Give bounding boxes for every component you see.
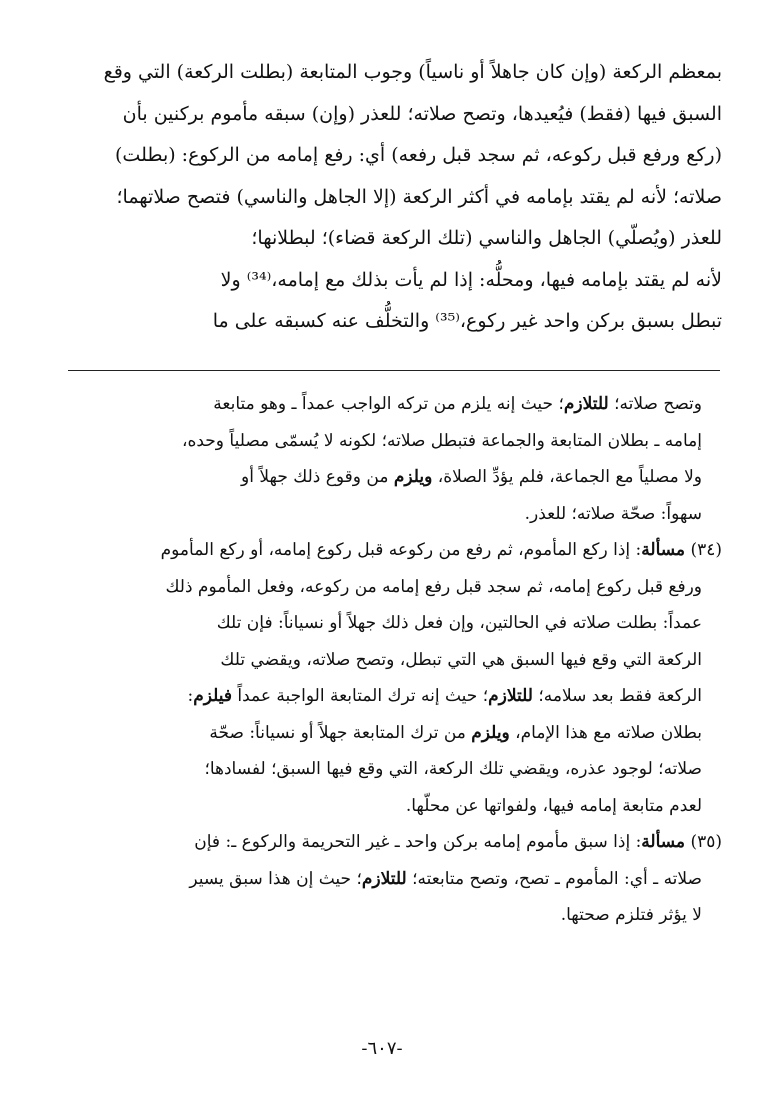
footnote-keyword: ويلزم xyxy=(393,467,433,487)
footnote-line xyxy=(70,532,722,569)
footnote-text: عمداً: بطلت صلاته في الحالتين، وإن فعل ذلك جهلاً أو نسياناً: فإن تلك xyxy=(216,613,702,633)
footnote-line xyxy=(70,459,722,496)
footnote-35 xyxy=(70,824,722,934)
main-text-line: (ركع ورفع قبل ركوعه، ثم سجد قبل رفعه) أي: رفع إمامه من الركوع: (بطلت) xyxy=(115,144,722,166)
footnote-line xyxy=(70,788,722,825)
footnote-line xyxy=(70,605,722,642)
footnote-line xyxy=(70,678,722,715)
page-number: -٦٠٧- xyxy=(361,1038,403,1059)
footnote-text: سهواً: صحّة صلاته؛ للعذر. xyxy=(524,503,702,524)
footnote-text: ؛ حيث إنه ترك المتابعة الواجبة عمداً xyxy=(232,686,489,706)
footnote-text: لا يؤثر فتلزم صحتها. xyxy=(560,905,702,925)
footnote-text: صلاته؛ لوجود عذره، ويقضي تلك الركعة، التي وقع فيها السبق؛ لفسادها؛ xyxy=(204,759,702,779)
footnote-keyword: للتلازم xyxy=(361,868,407,889)
footnote-text: وتصح صلاته؛ xyxy=(608,394,702,414)
footnote-line xyxy=(70,715,722,752)
footnote-keyword: مسألة xyxy=(641,832,686,852)
footnote-text: لعدم متابعة إمامه فيها، ولفواتها عن محلّها. xyxy=(405,795,702,816)
footnote-line xyxy=(70,861,722,898)
footnote-line xyxy=(70,386,722,423)
footnote-text: : إذا ركع المأموم، ثم رفع من ركوعه قبل ركوع إمامه، أو ركع المأموم xyxy=(160,540,642,560)
footnote-34 xyxy=(70,532,722,824)
footnote-text: ؛ حيث إنه يلزم من تركه الواجب عمداً ـ وهو متابعة xyxy=(213,394,564,414)
footnote-text: الركعة التي وقع فيها السبق هي التي تبطل، وتصح صلاته، ويقضي تلك xyxy=(220,649,702,670)
footnote-keyword: للتلازم xyxy=(563,394,609,414)
footnote-text: الركعة فقط بعد سلامه؛ xyxy=(532,686,702,706)
footnote-text: ؛ حيث إن هذا سبق يسير xyxy=(189,868,362,889)
footnote-text: (٣٤) xyxy=(685,540,722,560)
main-text-line: بمعظم الركعة (وإن كان جاهلاً أو ناسياً) وجوب المتابعة (بطلت الركعة) التي وقع xyxy=(103,61,722,83)
footnote-separator xyxy=(68,370,720,371)
footnote-line xyxy=(70,824,722,861)
footnote-keyword: فيلزم xyxy=(193,686,232,706)
main-text-line: صلاته؛ لأنه لم يقتد بإمامه في أكثر الركعة (إلا الجاهل والناسي) فتصح صلاتهما؛ xyxy=(116,185,722,208)
footnote-text: بطلان صلاته مع هذا الإمام، xyxy=(509,722,702,743)
footnote-text: ولا مصلياً مع الجماعة، فلم يؤدِّ الصلاة، xyxy=(432,467,702,487)
footnote-text: : إذا سبق مأموم إمامه بركن واحد ـ غير التحريمة والركوع ـ: فإن xyxy=(194,832,642,852)
footnote-line xyxy=(70,569,722,606)
footnote-keyword: للتلازم xyxy=(488,686,533,706)
footnote-text: من وقوع ذلك جهلاً أو xyxy=(241,467,394,487)
footnote-line xyxy=(70,423,722,460)
footnotes-block xyxy=(70,386,722,934)
footnote-keyword: مسألة xyxy=(641,540,686,560)
main-text-line: لأنه لم يقتد بإمامه فيها، ومحلُّه: إذا لم يأت بذلك مع إمامه،⁽³⁴⁾ ولا xyxy=(220,268,722,291)
footnote-text: صلاته ـ أي: المأموم ـ تصح، وتصح متابعته؛ xyxy=(406,868,702,889)
main-text-line: للعذر (ويُصلّي) الجاهل والناسي (تلك الركعة قضاء)؛ لبطلانها؛ xyxy=(251,227,722,249)
footnote-text: : xyxy=(187,686,194,706)
footnote-text: (٣٥) xyxy=(685,832,722,852)
footnote-continuation xyxy=(70,386,722,532)
footnote-text: ورفع قبل ركوع إمامه، ثم سجد قبل رفع إمامه من ركوعه، وفعل المأموم ذلك xyxy=(165,576,702,597)
footnote-line xyxy=(70,897,722,934)
main-text-block xyxy=(70,52,722,343)
footnote-line xyxy=(70,496,722,533)
footnote-keyword: ويلزم xyxy=(471,722,510,743)
footnote-text: من ترك المتابعة جهلاً أو نسياناً: صحّة xyxy=(209,722,472,743)
main-text-line: تبطل بسبق بركن واحد غير ركوع،⁽³⁵⁾ والتخلُّف عنه كسبقه على ما xyxy=(212,310,722,332)
footnote-line xyxy=(70,642,722,679)
footnote-text: إمامه ـ بطلان المتابعة والجماعة فتبطل صلاته؛ لكونه لا يُسمّى مصلياً وحده، xyxy=(181,430,702,451)
main-text-line: السبق فيها (فقط) فيُعيدها، وتصح صلاته؛ للعذر (وإن) سبقه مأموم بركنين بأن xyxy=(122,102,722,125)
footnote-line xyxy=(70,751,722,788)
